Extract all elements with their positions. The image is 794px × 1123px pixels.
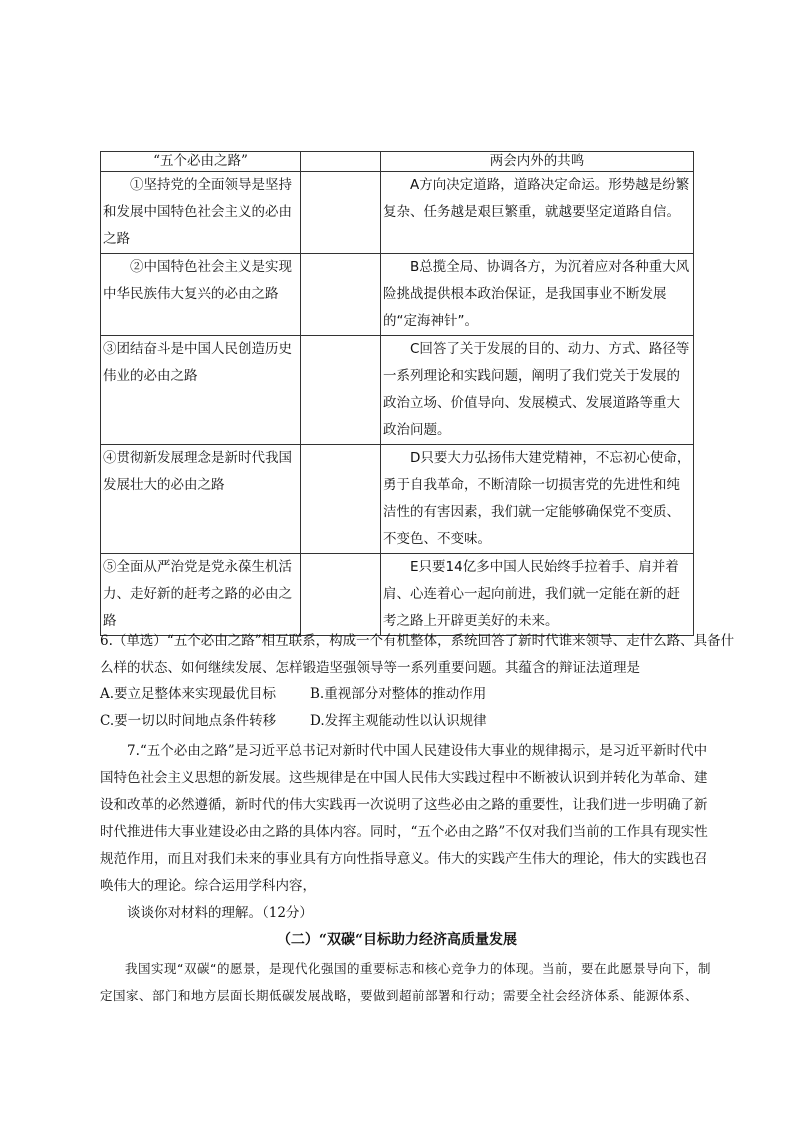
table-cell-right: B总揽全局、协调各方，为沉着应对各种重大风险挑战提供根本政治保证，是我国事业不断发展的“定海神针”。	[381, 254, 694, 336]
table-row	[101, 172, 694, 254]
table-cell-left: ④贯彻新发展理念是新时代我国发展壮大的必由之路	[101, 445, 301, 554]
question-7-stem: 7.“五个必由之路”是习近平总书记对新时代中国人民建设伟大事业的规律揭示，是习近平新时代中国特色社会主义思想的新发展。这些规律是在中国人民伟大实践过程中不断被认识到并转化为革命、建设和改革的必然遵循，新时代的伟大实践再一次说明了这些必由之路的重要性，让我们进一步明确了新时代推进伟大事业建设必由之路的具体内容。同时，“五个必由之路”不仅对我们当前的工作具有现实性规范作用，而且对我们未来的事业具有方向性指导意义。伟大的实践产生伟大的理论，伟大的实践也召唤伟大的理论。综合运用学科内容，	[100, 743, 708, 894]
question-6-options	[100, 681, 740, 735]
table-cell-middle	[301, 554, 381, 636]
table-cell-right: E只要14亿多中国人民始终手拉着手、肩并着肩、心连着心一起向前进，我们就一定能在新的赶考之路上开辟更美好的未来。	[381, 554, 694, 636]
table-header-row	[101, 152, 694, 172]
option-b: B.重视部分对整体的推动作用	[310, 686, 487, 702]
table-header-right: 两会内外的共鸣	[381, 152, 694, 172]
table-cell-left: ⑤全面从严治党是党永葆生机活力、走好新的赶考之路的必由之路	[101, 554, 301, 636]
option-d: D.发挥主观能动性以认识规律	[310, 713, 487, 729]
table-cell-right: A方向决定道路，道路决定命运。形势越是纷繁复杂、任务越是艰巨繁重，就越要坚定道路自信。	[381, 172, 694, 254]
table-cell-middle	[301, 254, 381, 336]
table-cell-right: C回答了关于发展的目的、动力、方式、路径等一系列理论和实践问题，阐明了我们党关于发展的政治立场、价值导向、发展模式、发展道路等重大政治问题。	[381, 336, 694, 445]
table-cell-left: ①坚持党的全面领导是坚持和发展中国特色社会主义的必由之路	[101, 172, 301, 254]
table-cell-middle	[301, 336, 381, 445]
comparison-table	[100, 151, 694, 636]
table-header-left: “五个必由之路”	[101, 152, 301, 172]
table-row	[101, 445, 694, 554]
table-header-middle	[301, 152, 381, 172]
table-cell-left: ③团结奋斗是中国人民创造历史伟业的必由之路	[101, 336, 301, 445]
table-cell-left: ②中国特色社会主义是实现中华民族伟大复兴的必由之路	[101, 254, 301, 336]
section-paragraph: 我国实现“双碳“的愿景，是现代化强国的重要标志和核心竞争力的体现。当前，要在此愿景导向下，制定国家、部门和地方层面长期低碳发展战略，要做到超前部署和行动；需要全社会经济体系、能源体系、	[100, 961, 711, 1003]
table-cell-middle	[301, 445, 381, 554]
table-cell-right: D只要大力弘扬伟大建党精神，不忘初心使命，勇于自我革命，不断清除一切损害党的先进性和纯洁性的有害因素，我们就一定能够确保党不变质、不变色、不变味。	[381, 445, 694, 554]
table-row	[101, 554, 694, 636]
table-cell-middle	[301, 172, 381, 254]
table-row	[101, 254, 694, 336]
option-c: C.要一切以时间地点条件转移	[100, 713, 277, 729]
question-7-ask: 谈谈你对材料的理解。（12分）	[127, 905, 313, 921]
option-a: A.要立足整体来实现最优目标	[100, 686, 277, 702]
section-heading: （二）“双碳“目标助力经济高质量发展	[276, 932, 518, 948]
question-6-stem: 6.（单选）“五个必由之路”相互联系，构成一个有机整体，系统回答了新时代谁来领导、走什么路、具备什么样的状态、如何继续发展、怎样锻造坚强领导等一系列重要问题。其蕴含的辩证法道理是	[100, 633, 735, 676]
table-row	[101, 336, 694, 445]
